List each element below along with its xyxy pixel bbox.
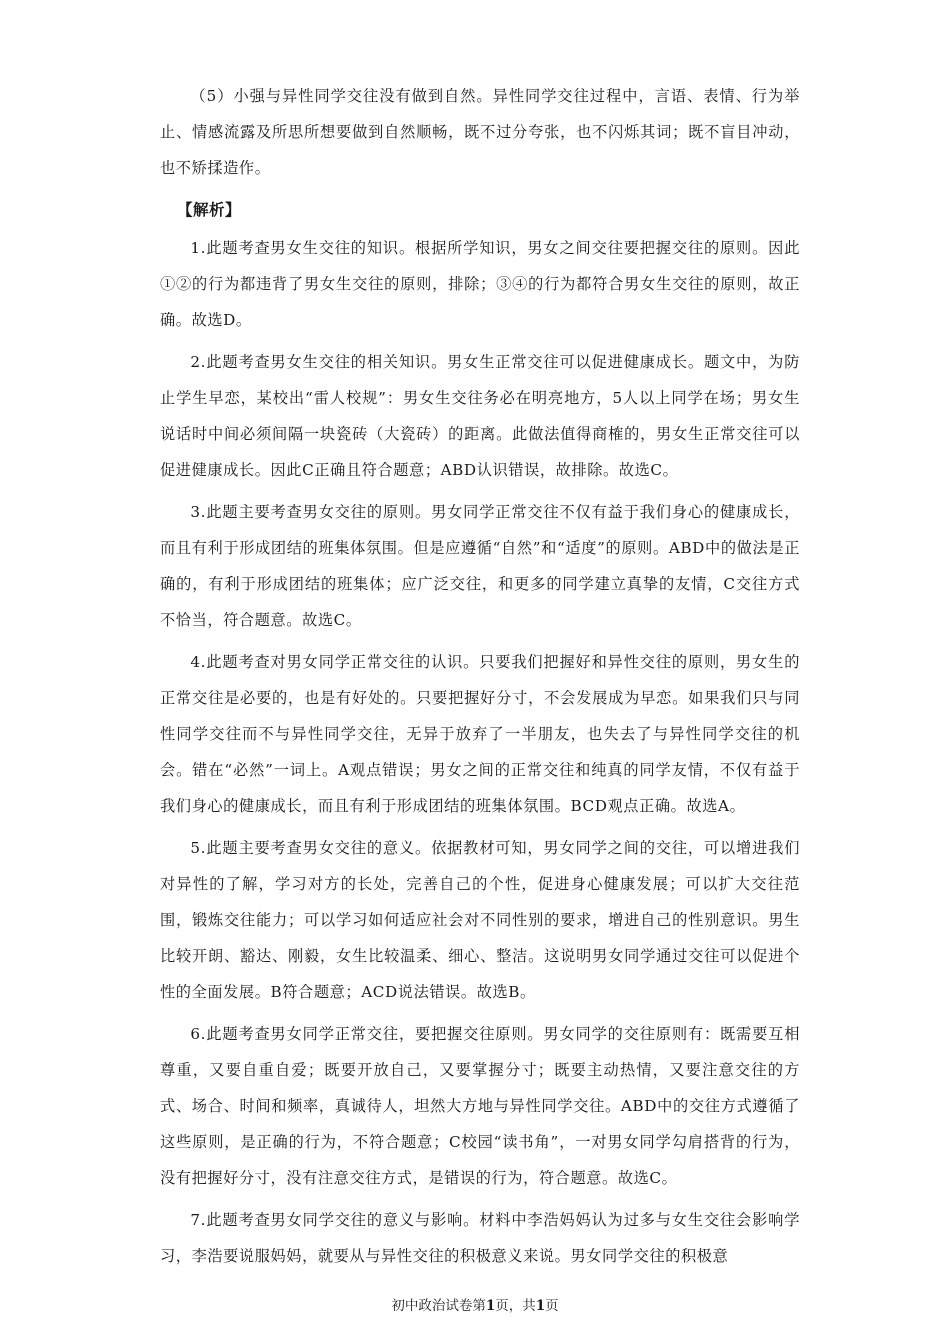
analysis-heading: 【解析】	[177, 200, 242, 219]
analysis-paragraph-6: 6.此题考查男女同学正常交往，要把握交往原则。男女同学的交往原则有：既需要互相尊重，又要自重自爱；既要开放自己，又要掌握分寸；既要主动热情，又要注意交往的方式、场合、时间和频率，真诚待人，坦然大方地与异性同学交往。ABD中的交往方式遵循了这些原则，是正确的行为，不符合题意；C校园“读书角”，一对男女同学勾肩搭背的行为，没有把握好分寸，没有注意交往方式，是错误的行为，符合题意。故选C。	[160, 1025, 800, 1187]
analysis-paragraph-4: 4.此题考查对男女同学正常交往的认识。只要我们把握好和异性交往的原则，男女生的正常交往是必要的，也是有好处的。只要把握好分寸，不会发展成为早恋。如果我们只与同性同学交往而不与异性同学交往，无异于放弃了一半朋友，也失去了与异性同学交往的机会。错在“必然”一词上。A观点错误；男女之间的正常交往和纯真的同学友情，不仅有益于我们身心的健康成长，而且有利于形成团结的班集体氛围。BCD观点正确。故选A。	[160, 653, 800, 815]
analysis-paragraph-1: 1.此题考查男女生交往的知识。根据所学知识，男女之间交往要把握交往的原则。因此①②的行为都违背了男女生交往的原则，排除；③④的行为都符合男女生交往的原则，故正确。故选D。	[160, 239, 800, 329]
intro-paragraph: （5）小强与异性同学交往没有做到自然。异性同学交往过程中，言语、表情、行为举止、情感流露及所思所想要做到自然顺畅，既不过分夸张，也不闪烁其词；既不盲目冲动，也不矫揉造作。	[160, 87, 800, 177]
footer-middle: 页，共	[495, 1298, 536, 1314]
analysis-paragraph-5: 5.此题主要考查男女交往的意义。依据教材可知，男女同学之间的交往，可以增进我们对异性的了解，学习对方的长处，完善自己的个性，促进身心健康发展；可以扩大交往范围，锻炼交往能力；可以学习如何适应社会对不同性别的要求，增进自己的性别意识。男生比较开朗、豁达、刚毅，女生比较温柔、细心、整洁。这说明男女同学通过交往可以促进个性的全面发展。B符合题意；ACD说法错误。故选B。	[160, 839, 800, 1001]
page-footer	[0, 1296, 950, 1316]
footer-total-pages: 1	[535, 1298, 546, 1314]
analysis-paragraph-2: 2.此题考查男女生交往的相关知识。男女生正常交往可以促进健康成长。题文中，为防止学生早恋，某校出“雷人校规”：男女生交往务必在明亮地方，5人以上同学在场；男女生说话时中间必须间隔一块瓷砖（大瓷砖）的距离。此做法值得商榷的，男女生正常交往可以促进健康成长。因此C正确且符合题意；ABD认识错误，故排除。故选C。	[160, 353, 800, 479]
analysis-paragraph-3: 3.此题主要考查男女交往的原则。男女同学正常交往不仅有益于我们身心的健康成长，而且有利于形成团结的班集体氛围。但是应遵循“自然”和“适度”的原则。ABD中的做法是正确的，有利于形成团结的班集体；应广泛交往，和更多的同学建立真挚的友情，C交往方式不恰当，符合题意。故选C。	[160, 503, 800, 629]
footer-suffix: 页	[545, 1298, 559, 1314]
footer-page-number: 1	[485, 1298, 496, 1314]
analysis-paragraph-7: 7.此题考查男女同学交往的意义与影响。材料中李浩妈妈认为过多与女生交往会影响学习，李浩要说服妈妈，就要从与异性交往的积极意义来说。男女同学交往的积极意	[160, 1211, 800, 1265]
document-body	[160, 78, 800, 1280]
footer-prefix: 初中政治试卷第	[391, 1298, 486, 1314]
